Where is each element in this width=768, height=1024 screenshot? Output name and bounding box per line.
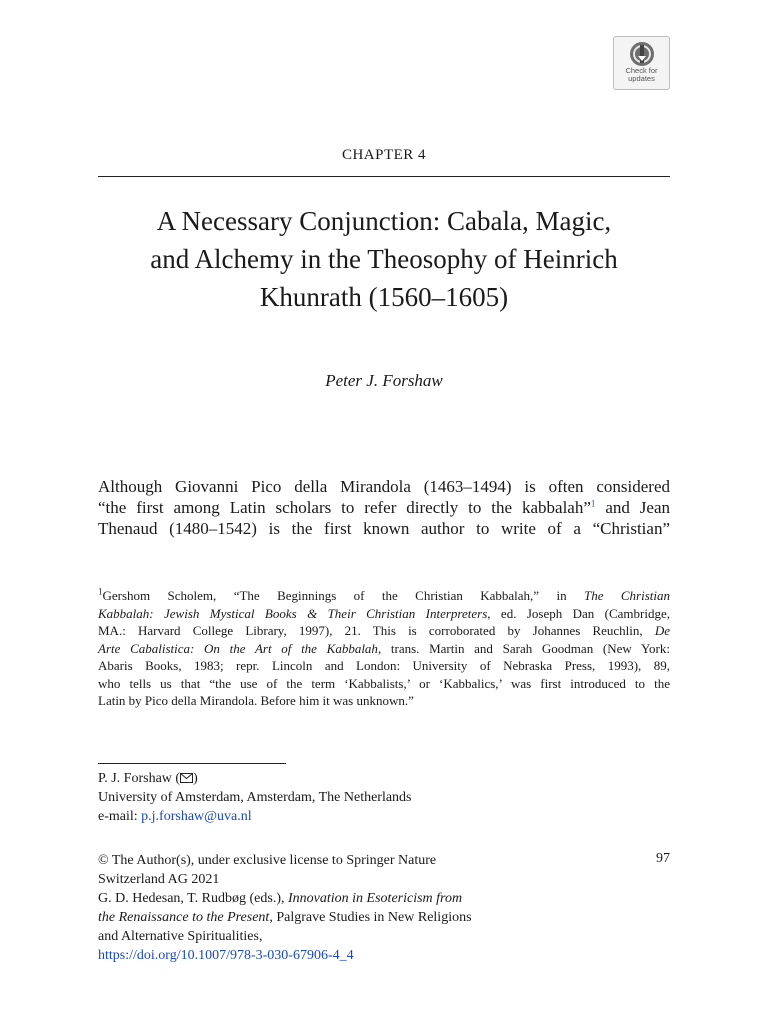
email-link[interactable]: p.j.forshaw@uva.nl	[141, 809, 252, 824]
check-updates-icon	[629, 41, 655, 67]
title-line-2: and Alchemy in the Theosophy of Heinrich	[150, 244, 618, 274]
affiliation-institution: University of Amsterdam, Amsterdam, The Netherlands	[98, 790, 412, 805]
copyright-line-2: Switzerland AG 2021	[98, 872, 220, 887]
footnote-italic: Kabbalah: Jewish Mystical Books & Their Christian Interpreters	[98, 605, 488, 621]
badge-line-1: Check for	[625, 66, 658, 75]
footnote-text: , trans. Martin and Sarah Goodman (New York:	[377, 640, 670, 656]
copyright-line-3	[98, 889, 578, 908]
body-line-2	[98, 497, 670, 518]
envelope-icon	[180, 773, 193, 783]
page-number: 97	[656, 851, 670, 866]
footnote-line-7: Latin by Pico della Mirandola. Before him it was unknown.”	[98, 693, 414, 708]
footnote-line-2	[98, 605, 670, 623]
footnote-text: , ed. Joseph Dan (Cambridge,	[487, 605, 670, 621]
check-for-updates-badge[interactable]	[613, 36, 670, 90]
footnote-line-6: who tells us that “the use of the term ‘Kabbalists,’ or ‘Kabbalics,’ was first introduced to the	[98, 675, 670, 691]
footnote-marker: 1	[98, 586, 103, 597]
chapter-label: CHAPTER 4	[341, 147, 427, 163]
header-rule	[98, 176, 670, 177]
book-title-part-1: Innovation in Esotericism from	[288, 891, 463, 906]
copyright-block	[98, 851, 578, 965]
author-name: Peter J. Forshaw	[325, 371, 443, 390]
footnote-italic: Arte Cabalistica: On the Art of the Kabbalah	[98, 640, 378, 656]
doi-line	[98, 946, 578, 965]
title-line-3: Khunrath (1560–1605)	[259, 282, 509, 312]
series-title: , Palgrave Studies in New Religions	[269, 910, 472, 925]
affiliation-rule	[98, 763, 286, 764]
author-affiliation	[98, 769, 412, 826]
editors: G. D. Hedesan, T. Rudbøg (eds.),	[98, 891, 289, 906]
footnote-line-1	[98, 587, 670, 605]
affiliation-name-close: )	[193, 771, 198, 786]
footnote-line-5: Abaris Books, 1983; repr. Lincoln and London: University of Nebraska Press, 1993), 89,	[98, 658, 670, 673]
doi-link[interactable]: https://doi.org/10.1007/978-3-030-67906-4_4	[98, 948, 354, 963]
footnote-text: MA.: Harvard College Library, 1997), 21. This is corroborated by Johannes Reuchlin,	[98, 623, 655, 638]
footnote-text: Gershom Scholem, “The Beginnings of the Christian Kabbalah,” in	[102, 588, 584, 603]
footnote-italic: The Christian	[583, 588, 670, 603]
footnote-line-4	[98, 640, 670, 658]
body-paragraph	[98, 476, 670, 539]
body-line-1: Although Giovanni Pico della Mirandola (1463–1494) is often considered	[98, 477, 670, 496]
copyright-line-1: © The Author(s), under exclusive license to Springer Nature	[98, 853, 437, 868]
body-line-2-rest: and Jean	[595, 498, 670, 517]
footnote-line-3	[98, 622, 670, 640]
body-line-3: Thenaud (1480–1542) is the first known author to write of a “Christian”	[98, 519, 670, 538]
affiliation-name	[98, 769, 412, 788]
body-line-2-text: “the first among Latin scholars to refer directly to the kabbalah”	[98, 498, 591, 517]
badge-line-2: updates	[628, 74, 655, 83]
footnote-ref-1[interactable]: 1	[590, 498, 596, 509]
copyright-line-5: and Alternative Spiritualities,	[98, 929, 263, 944]
book-title-part-2: the Renaissance to the Present	[98, 910, 270, 925]
affiliation-name-text: P. J. Forshaw (	[98, 771, 181, 786]
footnote-1	[98, 587, 670, 710]
chapter-title	[98, 202, 670, 316]
title-line-1: A Necessary Conjunction: Cabala, Magic,	[156, 206, 612, 236]
footnote-italic: De	[654, 623, 670, 638]
affiliation-email	[98, 807, 412, 826]
copyright-line-4	[98, 908, 578, 927]
email-label: e-mail:	[98, 809, 142, 824]
